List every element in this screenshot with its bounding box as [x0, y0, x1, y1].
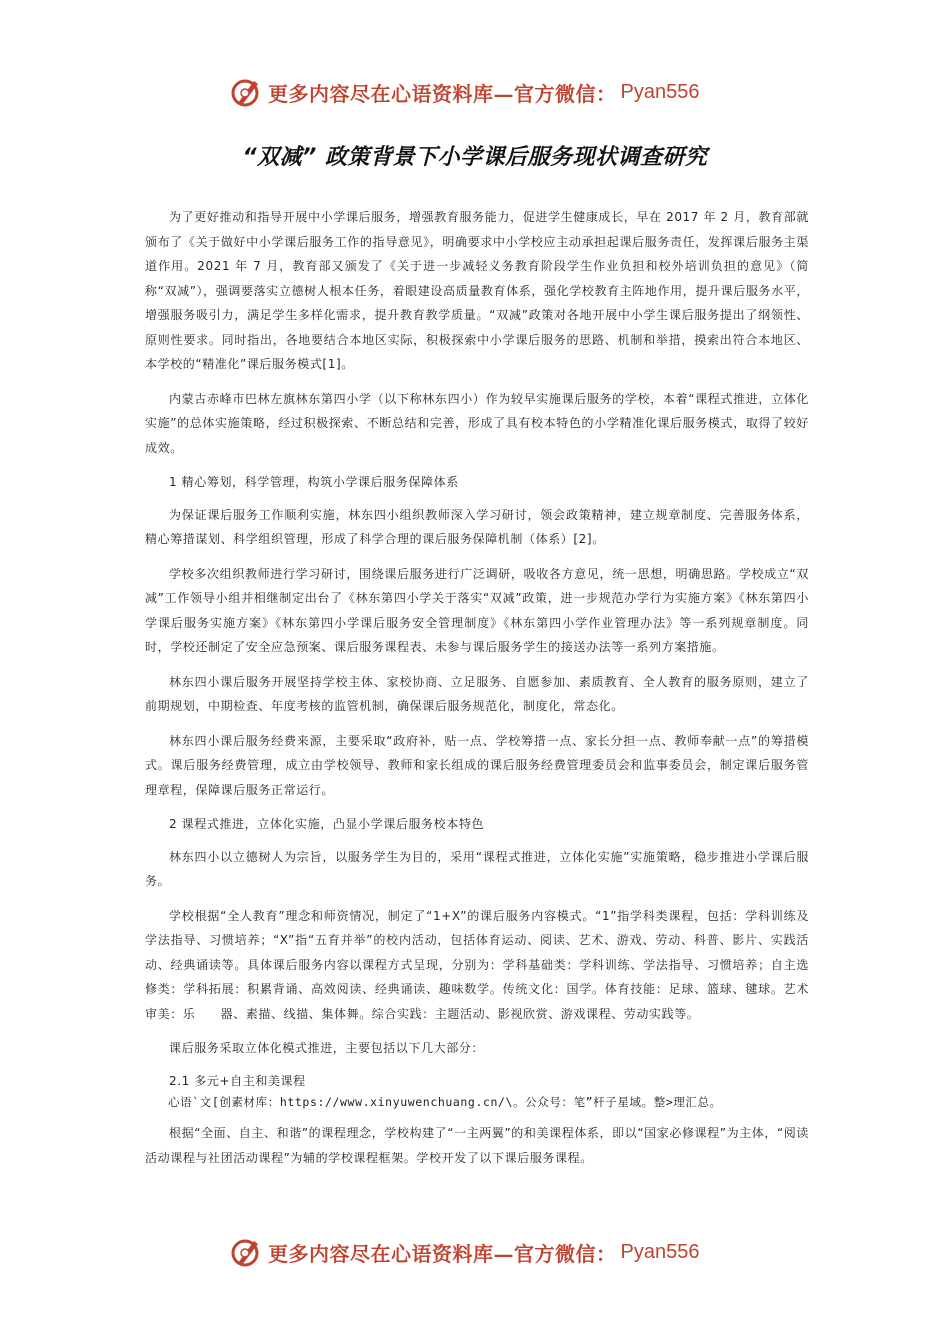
paragraph: 林东四小以立德树人为宗旨，以服务学生为目的，采用“课程式推进，立体化实施”实施策略，稳步推进小学课后服务。: [145, 849, 809, 888]
paragraph: 为保证课后服务工作顺利实施，林东四小组织教师深入学习研讨，领会政策精神，建立规章制度、完善服务体系，精心筹措谋划、科学组织管理，形成了科学合理的课后服务保障机制（体系）[2]。: [145, 507, 809, 546]
paragraph: 课后服务采取立体化模式推进，主要包括以下几大部分：: [169, 1041, 485, 1055]
paragraph: 根据“全面、自主、和谐”的课程理念，学校构建了“一主两翼”的和美课程体系，即以“国家必修课程”为主体，“阅读活动课程与社团活动课程”为辅的学校课程框架。学校开发了以下课后服务课程。: [145, 1126, 809, 1165]
footer-banner: [230, 1234, 730, 1270]
subsection-heading: 2.1 多元+自主和美课程: [169, 1073, 306, 1088]
header-banner: [230, 74, 730, 110]
banner-handle: Pyan556: [620, 1240, 700, 1263]
source-watermark-line: 心语`文[创素材库：https://www.xinyuwenchuang.cn/\。公众号：笔”杆子星域。整>理汇总。: [168, 1095, 722, 1109]
paragraph: 学校多次组织教师进行学习研讨，围绕课后服务进行广泛调研，吸收各方意见，统一思想，明确思路。学校成立“双减”工作领导小组并相继制定出台了《林东第四小学关于落实“双减”政策，进一步规范办学行为实施方案》《林东第四小学课后服务实施方案》《林东第四小学课后服务安全管理制度》《林东第四小学作业管理办法》等一系列规章制度。同时，学校还制定了安全应急预案、课后服务课程表、未参与课后服务学生的接送办法等一系列方案措施。: [145, 566, 809, 654]
paragraph: 学校根据“全人教育”理念和师资情况，制定了“1+X”的课后服务内容模式。“1”指学科类课程，包括：学科训练及学法指导、习惯培养；“X”指“五育并举”的校内活动，包括体育运动、阅读、艺术、游戏、劳动、科普、影片、实践活动、经典诵读等。具体课后服务内容以课程方式呈现，分别为：学科基础类：学科训练、学法指导、习惯培养；自主选修类：学科拓展：积累背诵、高效阅读、经典诵读、趣味数学。传统文化：国学。体育技能：足球、篮球、毽球。艺术审美：乐 器、素描、线描、集体舞。综合实践：主题活动、影视欣赏、游戏课程、劳动实践等。: [145, 908, 809, 1021]
section-heading: 2 课程式推进，立体化实施，凸显小学课后服务校本特色: [169, 817, 485, 831]
banner-text: 更多内容尽在心语资料库—官方微信：: [268, 1241, 617, 1266]
section-heading: 1 精心筹划，科学管理，构筑小学课后服务保障体系: [169, 475, 459, 489]
paragraph: 内蒙古赤峰市巴林左旗林东第四小学（以下称林东四小）作为较早实施课后服务的学校，本着“课程式推进，立体化实施”的总体实施策略，经过积极探索、不断总结和完善，形成了具有校本特色的小学精准化课后服务模式，取得了较好成效。: [145, 391, 809, 455]
article-body: [145, 205, 809, 1180]
page-title: “双减” 政策背景下小学课后服务现状调查研究: [242, 145, 708, 170]
quill-logo-icon: [230, 1235, 264, 1269]
banner-handle: Pyan556: [620, 80, 700, 103]
paragraph: 林东四小课后服务开展坚持学校主体、家校协商、立足服务、自愿参加、素质教育、全人教育的服务原则，建立了前期规划，中期检查、年度考核的监管机制，确保课后服务规范化，制度化，常态化。: [145, 674, 809, 713]
paragraph: 林东四小课后服务经费来源，主要采取“政府补，贴一点、学校筹措一点、家长分担一点、教师奉献一点”的筹措模式。课后服务经费管理，成立由学校领导、教师和家长组成的课后服务经费管理委员会和监事委员会，制定课后服务管理章程，保障课后服务正常运行。: [145, 733, 809, 797]
quill-logo-icon: [230, 75, 264, 109]
paragraph: 为了更好推动和指导开展中小学课后服务，增强教育服务能力，促进学生健康成长，早在 2017 年 2 月，教育部就颁布了《关于做好中小学课后服务工作的指导意见》，明确要求中小学校应主动承担起课后服务责任，发挥课后服务主渠道作用。2021 年 7 月，教育部又颁发了《关于进一步减轻义务教育阶段学生作业负担和校外培训负担的意见》（简称“双减”），强调要落实立德树人根本任务，着眼建设高质量教育体系，强化学校教育主阵地作用，提升课后服务水平，增强服务吸引力，满足学生多样化需求，提升教育教学质量。“双减”政策对各地开展中小学生课后服务提出了纲领性、原则性要求。同时指出，各地要结合本地区实际，积极探索中小学课后服务的思路、机制和举措，摸索出符合本地区、本学校的“精准化”课后服务模式[1]。: [145, 210, 809, 371]
banner-text: 更多内容尽在心语资料库—官方微信：: [268, 81, 617, 106]
